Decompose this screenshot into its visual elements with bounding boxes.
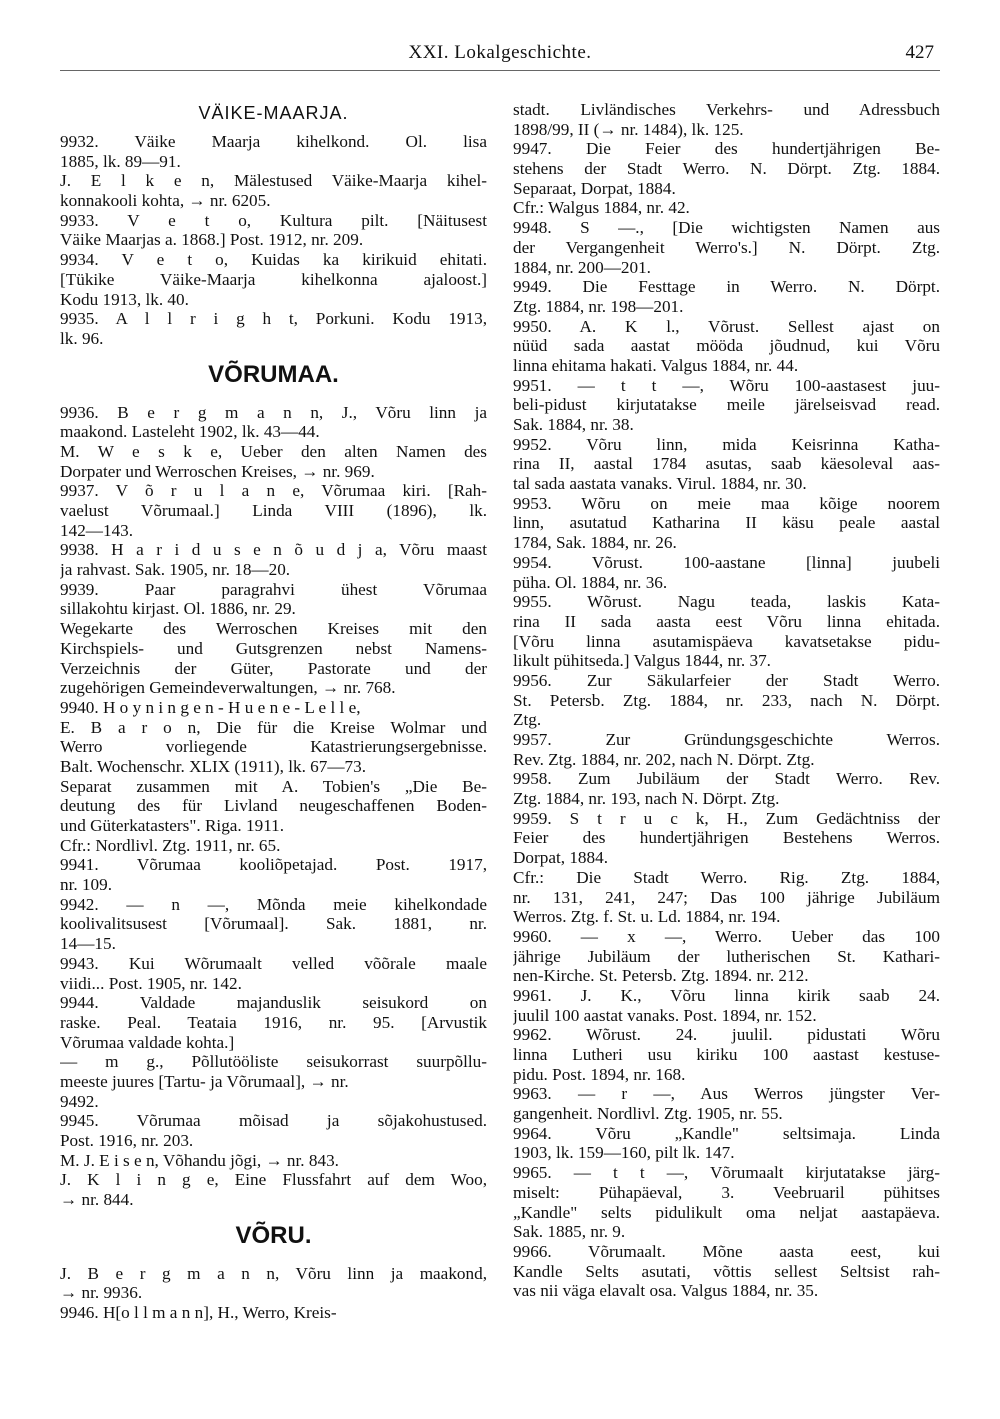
text-line: Werros. Ztg. f. St. u. Ld. 1884, nr. 194.	[513, 907, 781, 927]
text-line: 9963. — r —, Aus Werros jüngster Ver-	[513, 1084, 940, 1104]
text-line: Ztg. 1884, nr. 198—201.	[513, 296, 684, 316]
text-line: Separaat, Dorpat, 1884.	[513, 178, 676, 198]
text-line: linna ehitama hakati. Valgus 1884, nr. 44.	[513, 355, 799, 375]
text-line: Verzeichnis der Güter, Pastorate und der	[60, 658, 487, 678]
text-line: [Tükike Väike-Maarja kihelkonna ajaloost.]	[60, 269, 487, 289]
text-line: beli-pidust kirjutatakse meile järelseisvad read.	[513, 395, 940, 415]
text-line: St. Petersb. Ztg. 1884, nr. 233, nach N. Dörpt.	[513, 690, 940, 710]
text-line: Cfr.: Die Stadt Werro. Rig. Ztg. 1884,	[513, 867, 940, 887]
text-line: 9961. J. K., Võru linna kirik saab 24.	[513, 985, 940, 1005]
text-line: 9966. Võrumaalt. Mõne aasta eest, kui	[513, 1241, 940, 1261]
text-line: tal sada aastata vanaks. Virul. 1884, nr. 30.	[513, 474, 807, 494]
text-line: → nr. 844.	[60, 1190, 134, 1210]
text-line: juulil 100 aastat vanaks. Post. 1894, nr. 152.	[513, 1005, 817, 1025]
text-line: konnakooli kohta, → nr. 6205.	[60, 191, 271, 211]
text-line: Wegekarte des Werroschen Kreises mit den	[60, 619, 487, 639]
text-line: Sak. 1884, nr. 38.	[513, 415, 634, 434]
text-line: Balt. Wochenschr. XLIX (1911), lk. 67—73.	[60, 756, 367, 776]
text-line: 9946. H[o l l m a n n], H., Werro, Kreis-	[60, 1303, 337, 1323]
text-line: 9956. Zur Säkularfeier der Stadt Werro.	[513, 670, 940, 690]
text-line: likult pühitseda.] Valgus 1844, nr. 37.	[513, 651, 771, 671]
text-line: 9950. A. K l., Võrust. Sellest ajast on	[513, 316, 940, 336]
text-line: 9959. S t r u c k, H., Zum Gedächtniss der	[513, 808, 940, 828]
text-line: 1898/99, II (→ nr. 1484), lk. 125.	[513, 119, 744, 139]
text-line: 9957. Zur Gründungsgeschichte Werros.	[513, 730, 940, 749]
text-line: 9934. V e t o, Kuidas ka kirikuid ehitati.	[60, 250, 487, 270]
text-line: 9948. S —., [Die wichtigsten Namen aus	[513, 218, 940, 238]
text-line: stehens der Stadt Werro. N. Dörpt. Ztg. 1884.	[513, 159, 940, 179]
text-line: [Võru linna asutamispäeva kavatsetakse pidu-	[513, 631, 940, 651]
text-line: rina II, aastal 1784 asutas, saab käesoleval aas-	[513, 454, 940, 474]
text-line: rina II sada aasta eest Võru linna ehitada.	[513, 611, 940, 631]
voru-entries	[60, 1264, 487, 1323]
text-line: 9949. Die Festtage in Werro. N. Dörpt.	[513, 277, 940, 297]
text-line: J. B e r g m a n n, Võru linn ja maakond,	[60, 1263, 487, 1283]
text-line: Kirchspiels- und Gutsgrenzen nebst Namens-	[60, 638, 487, 658]
text-line: nr. 109.	[60, 875, 113, 895]
left-column	[60, 100, 487, 1323]
running-head: XXI. Lokalgeschichte.	[408, 42, 592, 63]
text-line: raske. Peal. Teataia 1916, nr. 95. [Arvustik	[60, 1012, 487, 1032]
text-line: 1903, lk. 159—160, pilt lk. 147.	[513, 1143, 735, 1163]
text-line: 1884, nr. 200—201.	[513, 257, 651, 277]
text-line: 9951. — t t —, Wõru 100-aastasest juu-	[513, 375, 940, 395]
text-line: 9964. Võru „Kandle" seltsimaja. Linda	[513, 1123, 940, 1143]
text-line: 9932. Väike Maarja kihelkond. Ol. lisa	[60, 132, 487, 151]
text-line: koolivalitsusest [Võrumaal]. Sak. 1881, nr.	[60, 914, 487, 934]
text-line: 9945. Võrumaa mõisad ja sõjakohustused.	[60, 1111, 487, 1131]
text-line: Cfr.: Walgus 1884, nr. 42.	[513, 198, 690, 218]
text-line: vaelust Võrumaal.] Linda VIII (1896), lk.	[60, 501, 487, 520]
text-line: Dorpater und Werroschen Kreises, → nr. 969.	[60, 461, 375, 481]
vaike-maarja-entries	[60, 132, 487, 349]
text-line: Post. 1916, nr. 203.	[60, 1131, 194, 1150]
text-line: 14—15.	[60, 934, 116, 954]
right-column	[513, 100, 940, 1301]
text-line: meeste juures [Tartu- ja Võrumaal], → nr.	[60, 1071, 349, 1091]
section-heading-voru: VÕRU.	[235, 1221, 312, 1249]
text-line: Dorpat, 1884.	[513, 848, 608, 868]
text-line: 9933. V e t o, Kultura pilt. [Näitusest	[60, 210, 487, 230]
text-line: → nr. 9936.	[60, 1283, 143, 1303]
text-line: gangenheit. Nordlivl. Ztg. 1905, nr. 55.	[513, 1104, 783, 1124]
text-line: maakond. Lasteleht 1902, lk. 43—44.	[60, 422, 320, 442]
text-line: M. W e s k e, Ueber den alten Namen des	[60, 441, 487, 461]
text-line: linna Lutheri usu kiriku 100 aastast kestuse-	[513, 1045, 940, 1064]
text-line: M. J. E i s e n, Võhandu jõgi, → nr. 843.	[60, 1150, 339, 1170]
text-line: Werro vorliegende Katastrierungsergebnisse.	[60, 737, 487, 757]
text-line: J. K l i n g e, Eine Flussfahrt auf dem Woo,	[60, 1170, 487, 1190]
text-line: 9960. — x —, Werro. Ueber das 100	[513, 926, 940, 946]
text-line: 9936. B e r g m a n n, J., Võru linn ja	[60, 402, 487, 422]
text-line: nr. 131, 241, 247; Das 100 jährige Jubiläum	[513, 887, 940, 907]
text-line: 9942. — n —, Mõnda meie kihelkondade	[60, 894, 487, 914]
text-line: 9492.	[60, 1091, 99, 1111]
text-line: E. B a r o n, Die für die Kreise Wolmar und	[60, 717, 487, 737]
text-line: 9955. Wõrust. Nagu teada, laskis Kata-	[513, 592, 940, 612]
text-line: 9941. Võrumaa kooliõpetajad. Post. 1917,	[60, 855, 487, 875]
text-line: 9962. Wõrust. 24. juulil. pidustati Wõru	[513, 1025, 940, 1045]
vorumaa-entries	[60, 403, 487, 1210]
section-heading-vorumaa: VÕRUMAA.	[208, 360, 339, 388]
text-line: 9958. Zum Jubiläum der Stadt Werro. Rev.	[513, 769, 940, 789]
text-line: jährige Jubiläum der lutherischen St. Kathari-	[513, 946, 940, 966]
text-line: viidi... Post. 1905, nr. 142.	[60, 973, 242, 993]
text-line: ja rahvast. Sak. 1905, nr. 18—20.	[60, 560, 291, 580]
text-line: püha. Ol. 1884, nr. 36.	[513, 572, 668, 592]
text-line: 1784, Sak. 1884, nr. 26.	[513, 533, 677, 553]
text-line: sillakohtu kirjast. Ol. 1886, nr. 29.	[60, 599, 296, 619]
page-number: 427	[905, 42, 934, 63]
text-line: 9940. H o y n i n g e n - H u e n e - L e l l e,	[60, 697, 361, 717]
text-line: deutung des für Livland neugeschaffenen Boden-	[60, 796, 487, 816]
text-line: 9944. Valdade majanduslik seisukord on	[60, 993, 487, 1013]
text-line: pidu. Post. 1894, nr. 168.	[513, 1064, 686, 1084]
text-line: Rev. Ztg. 1884, nr. 202, nach N. Dörpt. Ztg.	[513, 749, 815, 769]
text-line: 9952. Võru linn, mida Keisrinna Katha-	[513, 434, 940, 454]
text-line: und Güterkatasters". Riga. 1911.	[60, 816, 285, 835]
text-line: miselt: Pühapäeval, 3. Veebruaril pühitses	[513, 1182, 940, 1202]
text-line: nen-Kirche. St. Petersb. Ztg. 1894. nr. 212.	[513, 966, 809, 986]
text-line: 9938. H a r i d u s e n õ u d j a, Võru maast	[60, 540, 487, 560]
text-line: 9943. Kui Wõrumaalt velled võõrale maale	[60, 953, 487, 973]
text-line: Kandle Selts asutati, võttis sellest Seltsist rah-	[513, 1261, 940, 1281]
text-line: zugehörigen Gemeindeverwaltungen, → nr. 768.	[60, 678, 396, 698]
text-line: Võrumaa valdade kohta.]	[60, 1032, 235, 1052]
text-line: 9937. V õ r u l a n e, Võrumaa kiri. [Rah-	[60, 481, 487, 501]
text-line: Kodu 1913, lk. 40.	[60, 289, 189, 309]
text-line: 1885, lk. 89—91.	[60, 151, 181, 171]
text-line: nüüd sada aastat mööda jõudnud, kui Võru	[513, 336, 940, 356]
section-heading-vaike-maarja: VÄIKE-MAARJA.	[198, 103, 349, 123]
text-line: Väike Maarjas a. 1868.] Post. 1912, nr. 209.	[60, 230, 364, 250]
text-line: — m g., Põllutööliste seisukorrast suurpõllu-	[60, 1052, 487, 1072]
text-line: lk. 96.	[60, 328, 104, 348]
text-line: Ztg.	[513, 710, 542, 730]
page-header	[60, 40, 940, 71]
text-line: 142—143.	[60, 520, 134, 540]
text-line: vas nii väga elavalt osa. Valgus 1884, nr. 35.	[513, 1281, 819, 1301]
text-line: der Vergangenheit Werro's.] N. Dörpt. Ztg.	[513, 237, 940, 257]
text-line: 9953. Wõru on meie maa kõige noorem	[513, 493, 940, 513]
text-line: Separat zusammen mit A. Tobien's „Die Be-	[60, 776, 487, 796]
voru-entries-continued	[513, 100, 940, 1301]
text-line: J. E l k e n, Mälestused Väike-Maarja kihel-	[60, 171, 487, 191]
text-line: Sak. 1885, nr. 9.	[513, 1222, 626, 1242]
text-line: 9935. A l l r i g h t, Porkuni. Kodu 1913,	[60, 309, 487, 329]
text-line: 9965. — t t —, Võrumaalt kirjutatakse järg-	[513, 1163, 940, 1183]
text-line: Ztg. 1884, nr. 193, nach N. Dörpt. Ztg.	[513, 789, 780, 809]
text-line: 9954. Võrust. 100-aastane [linna] juubeli	[513, 552, 940, 572]
text-line: stadt. Livländisches Verkehrs- und Adressbuch	[513, 100, 940, 119]
text-line: Feier des hundertjährigen Bestehens Werros.	[513, 828, 940, 848]
text-line: Cfr.: Nordlivl. Ztg. 1911, nr. 65.	[60, 835, 281, 855]
text-line: „Kandle" selts pidulikult oma neljat aastapäeva.	[513, 1202, 940, 1222]
text-line: linn, asutatud Katharina II käsu peale aastal	[513, 513, 940, 533]
text-line: 9947. Die Feier des hundertjährigen Be-	[513, 139, 940, 159]
text-line: 9939. Paar paragrahvi ühest Võrumaa	[60, 579, 487, 599]
